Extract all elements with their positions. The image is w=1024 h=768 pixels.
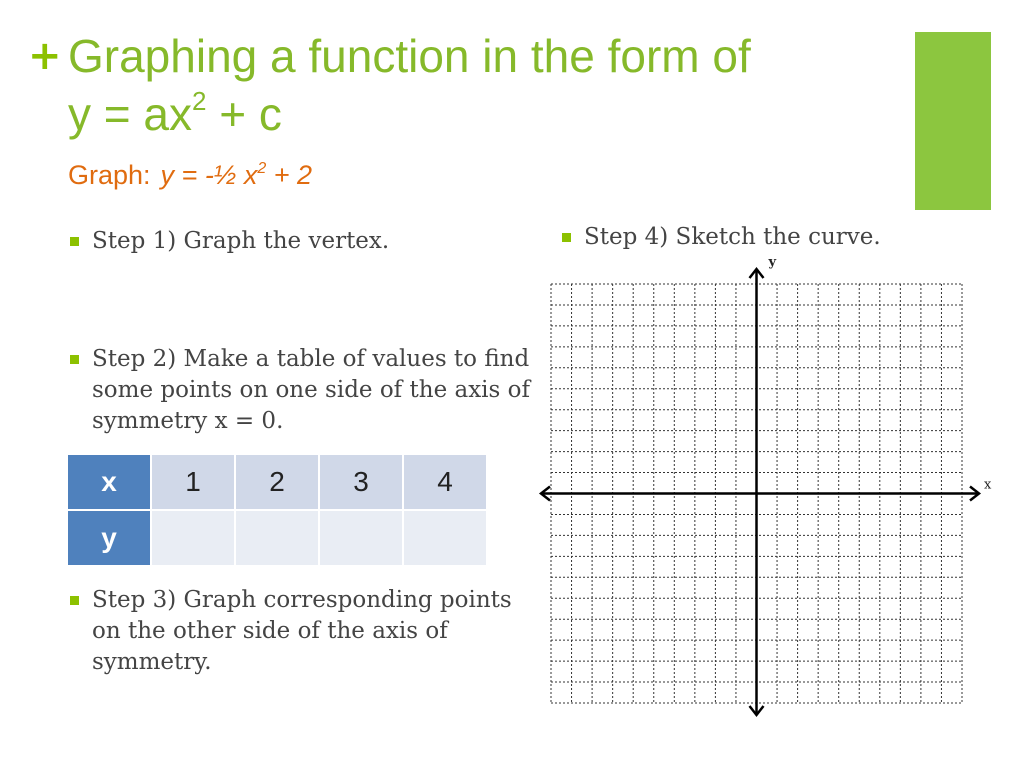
coordinate-grid-svg <box>536 252 996 722</box>
subtitle-label: Graph: <box>68 160 151 190</box>
table-header-y: y <box>67 510 151 566</box>
plus-icon: + <box>28 33 62 79</box>
y-axis-label: y <box>768 255 777 270</box>
step-3-text: Step 3) Graph corresponding points on the other side of the axis of symmetry. <box>92 587 512 675</box>
step-1 <box>92 226 532 257</box>
bullet-icon <box>70 237 79 246</box>
step-2 <box>92 344 532 437</box>
title-eq-exponent: 2 <box>192 86 207 116</box>
bullet-icon <box>562 233 571 242</box>
step-3 <box>92 585 532 678</box>
table-header-x: x <box>67 454 151 510</box>
table-row-x <box>67 454 487 510</box>
bullet-icon <box>70 596 79 605</box>
table-cell-y[interactable] <box>319 510 403 566</box>
table-cell-y[interactable] <box>235 510 319 566</box>
table-cell-x: 1 <box>151 454 235 510</box>
subtitle-eq-exponent: 2 <box>257 160 267 177</box>
step-1-text: Step 1) Graph the vertex. <box>92 228 390 254</box>
title-line-1: Graphing a function in the form of <box>68 30 751 82</box>
axes <box>541 269 979 715</box>
title-eq-pre: y = ax <box>68 88 193 140</box>
table-cell-x: 2 <box>235 454 319 510</box>
table-cell-x: 4 <box>403 454 487 510</box>
table-cell-x: 3 <box>319 454 403 510</box>
subtitle-equation <box>161 160 312 190</box>
title-line-2 <box>68 85 751 143</box>
coordinate-grid <box>536 252 996 722</box>
table-cell-y[interactable] <box>403 510 487 566</box>
slide-title <box>68 27 751 143</box>
slide-subtitle <box>68 157 312 193</box>
subtitle-eq-post: + 2 <box>266 160 313 190</box>
step-4-text: Step 4) Sketch the curve. <box>584 224 881 250</box>
step-2-text: Step 2) Make a table of values to find some points on one side of the axis of symmetry x = 0. <box>92 346 530 434</box>
title-eq-post: + c <box>206 88 282 140</box>
step-4 <box>584 222 1004 253</box>
values-table <box>66 453 488 567</box>
bullet-icon <box>70 355 79 364</box>
x-axis-label: x <box>984 477 992 493</box>
table-row-y <box>67 510 487 566</box>
decorative-green-bar <box>915 32 991 210</box>
table-cell-y[interactable] <box>151 510 235 566</box>
subtitle-eq-pre: y = -½ x <box>160 160 258 190</box>
